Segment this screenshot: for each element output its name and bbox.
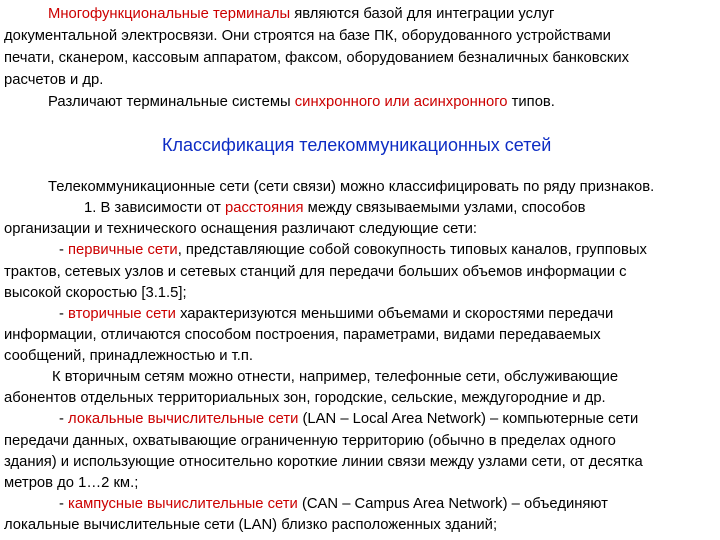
text-line	[4, 262, 627, 282]
text-line	[84, 198, 586, 218]
text-line	[4, 70, 103, 90]
text-segment: локальные вычислительные сети (LAN) близко расположенных зданий;	[4, 517, 498, 533]
highlighted-term: расстояния	[224, 200, 304, 216]
text-segment: Различают терминальные системы	[48, 94, 295, 110]
text-segment: высокой скоростью [3.1.5];	[4, 285, 187, 301]
text-segment: К вторичным сетям можно отнести, например, телефонные сети, обслуживающие	[52, 369, 619, 385]
text-line	[4, 219, 477, 239]
text-segment: информации, отличаются способом построения, параметрами, видами передаваемых	[4, 327, 601, 343]
text-segment: -	[59, 306, 69, 322]
text-line	[4, 283, 187, 303]
text-segment: 1. В зависимости от	[84, 200, 225, 216]
highlighted-term: вторичные сети	[68, 306, 176, 322]
text-segment: трактов, сетевых узлов и сетевых станций для передачи больших объемов информации с	[4, 264, 627, 280]
text-segment: (LAN – Local Area Network) – компьютерные сети	[298, 411, 639, 427]
text-segment: типов.	[507, 94, 555, 110]
highlighted-term: синхронного или асинхронного	[294, 94, 508, 110]
text-line	[4, 26, 611, 46]
highlighted-term: кампусные вычислительные сети	[68, 496, 298, 512]
text-segment: между связываемыми узлами, способов	[303, 200, 586, 216]
highlighted-term: первичные сети	[68, 242, 178, 258]
text-segment: метров до 1…2 км.;	[4, 475, 139, 491]
text-line	[48, 92, 555, 112]
text-segment: являются базой для интеграции услуг	[290, 6, 555, 22]
text-line	[59, 304, 613, 324]
text-segment: абонентов отдельных территориальных зон, городские, сельские, междугородние и др.	[4, 390, 606, 406]
text-segment: характеризуются меньшими объемами и скоростями передачи	[175, 306, 614, 322]
text-segment: расчетов и др.	[4, 72, 104, 88]
text-segment: здания) и использующие относительно короткие линии связи между узлами сети, от десятка	[4, 454, 643, 470]
highlighted-term: локальные вычислительные сети	[68, 411, 299, 427]
text-line	[4, 325, 601, 345]
text-segment: -	[59, 411, 69, 427]
text-line	[4, 431, 616, 451]
text-line	[59, 409, 638, 429]
text-line	[59, 240, 647, 260]
text-line	[4, 48, 629, 68]
text-segment: (CAN – Campus Area Network) – объединяют	[297, 496, 608, 512]
text-segment: -	[59, 496, 69, 512]
text-segment: передачи данных, охватывающие ограниченную территорию (обычно в пределах одного	[4, 433, 616, 449]
text-line	[48, 177, 654, 197]
text-line	[48, 4, 554, 24]
text-segment: документальной электросвязи. Они строятся на базе ПК, оборудованного устройствами	[4, 28, 611, 44]
text-segment: печати, сканером, кассовым аппаратом, факсом, оборудованием безналичных банковских	[4, 50, 629, 66]
text-line	[4, 473, 138, 493]
text-segment: организации и технического оснащения различают следующие сети:	[4, 221, 478, 237]
text-line	[4, 346, 253, 366]
text-segment: , представляющие собой совокупность типовых каналов, групповых	[177, 242, 647, 258]
text-segment: -	[59, 242, 69, 258]
text-line	[4, 452, 643, 472]
highlighted-term: Многофункциональные терминалы	[48, 6, 291, 22]
text-line	[4, 515, 497, 535]
text-segment: сообщений, принадлежностью и т.п.	[4, 348, 254, 364]
text-line	[59, 494, 608, 514]
text-line	[52, 367, 618, 387]
text-segment: Телекоммуникационные сети (сети связи) можно классифицировать по ряду признаков.	[48, 179, 655, 195]
section-heading: Классификация телекоммуникационных сетей	[162, 135, 552, 155]
text-line	[4, 388, 606, 408]
